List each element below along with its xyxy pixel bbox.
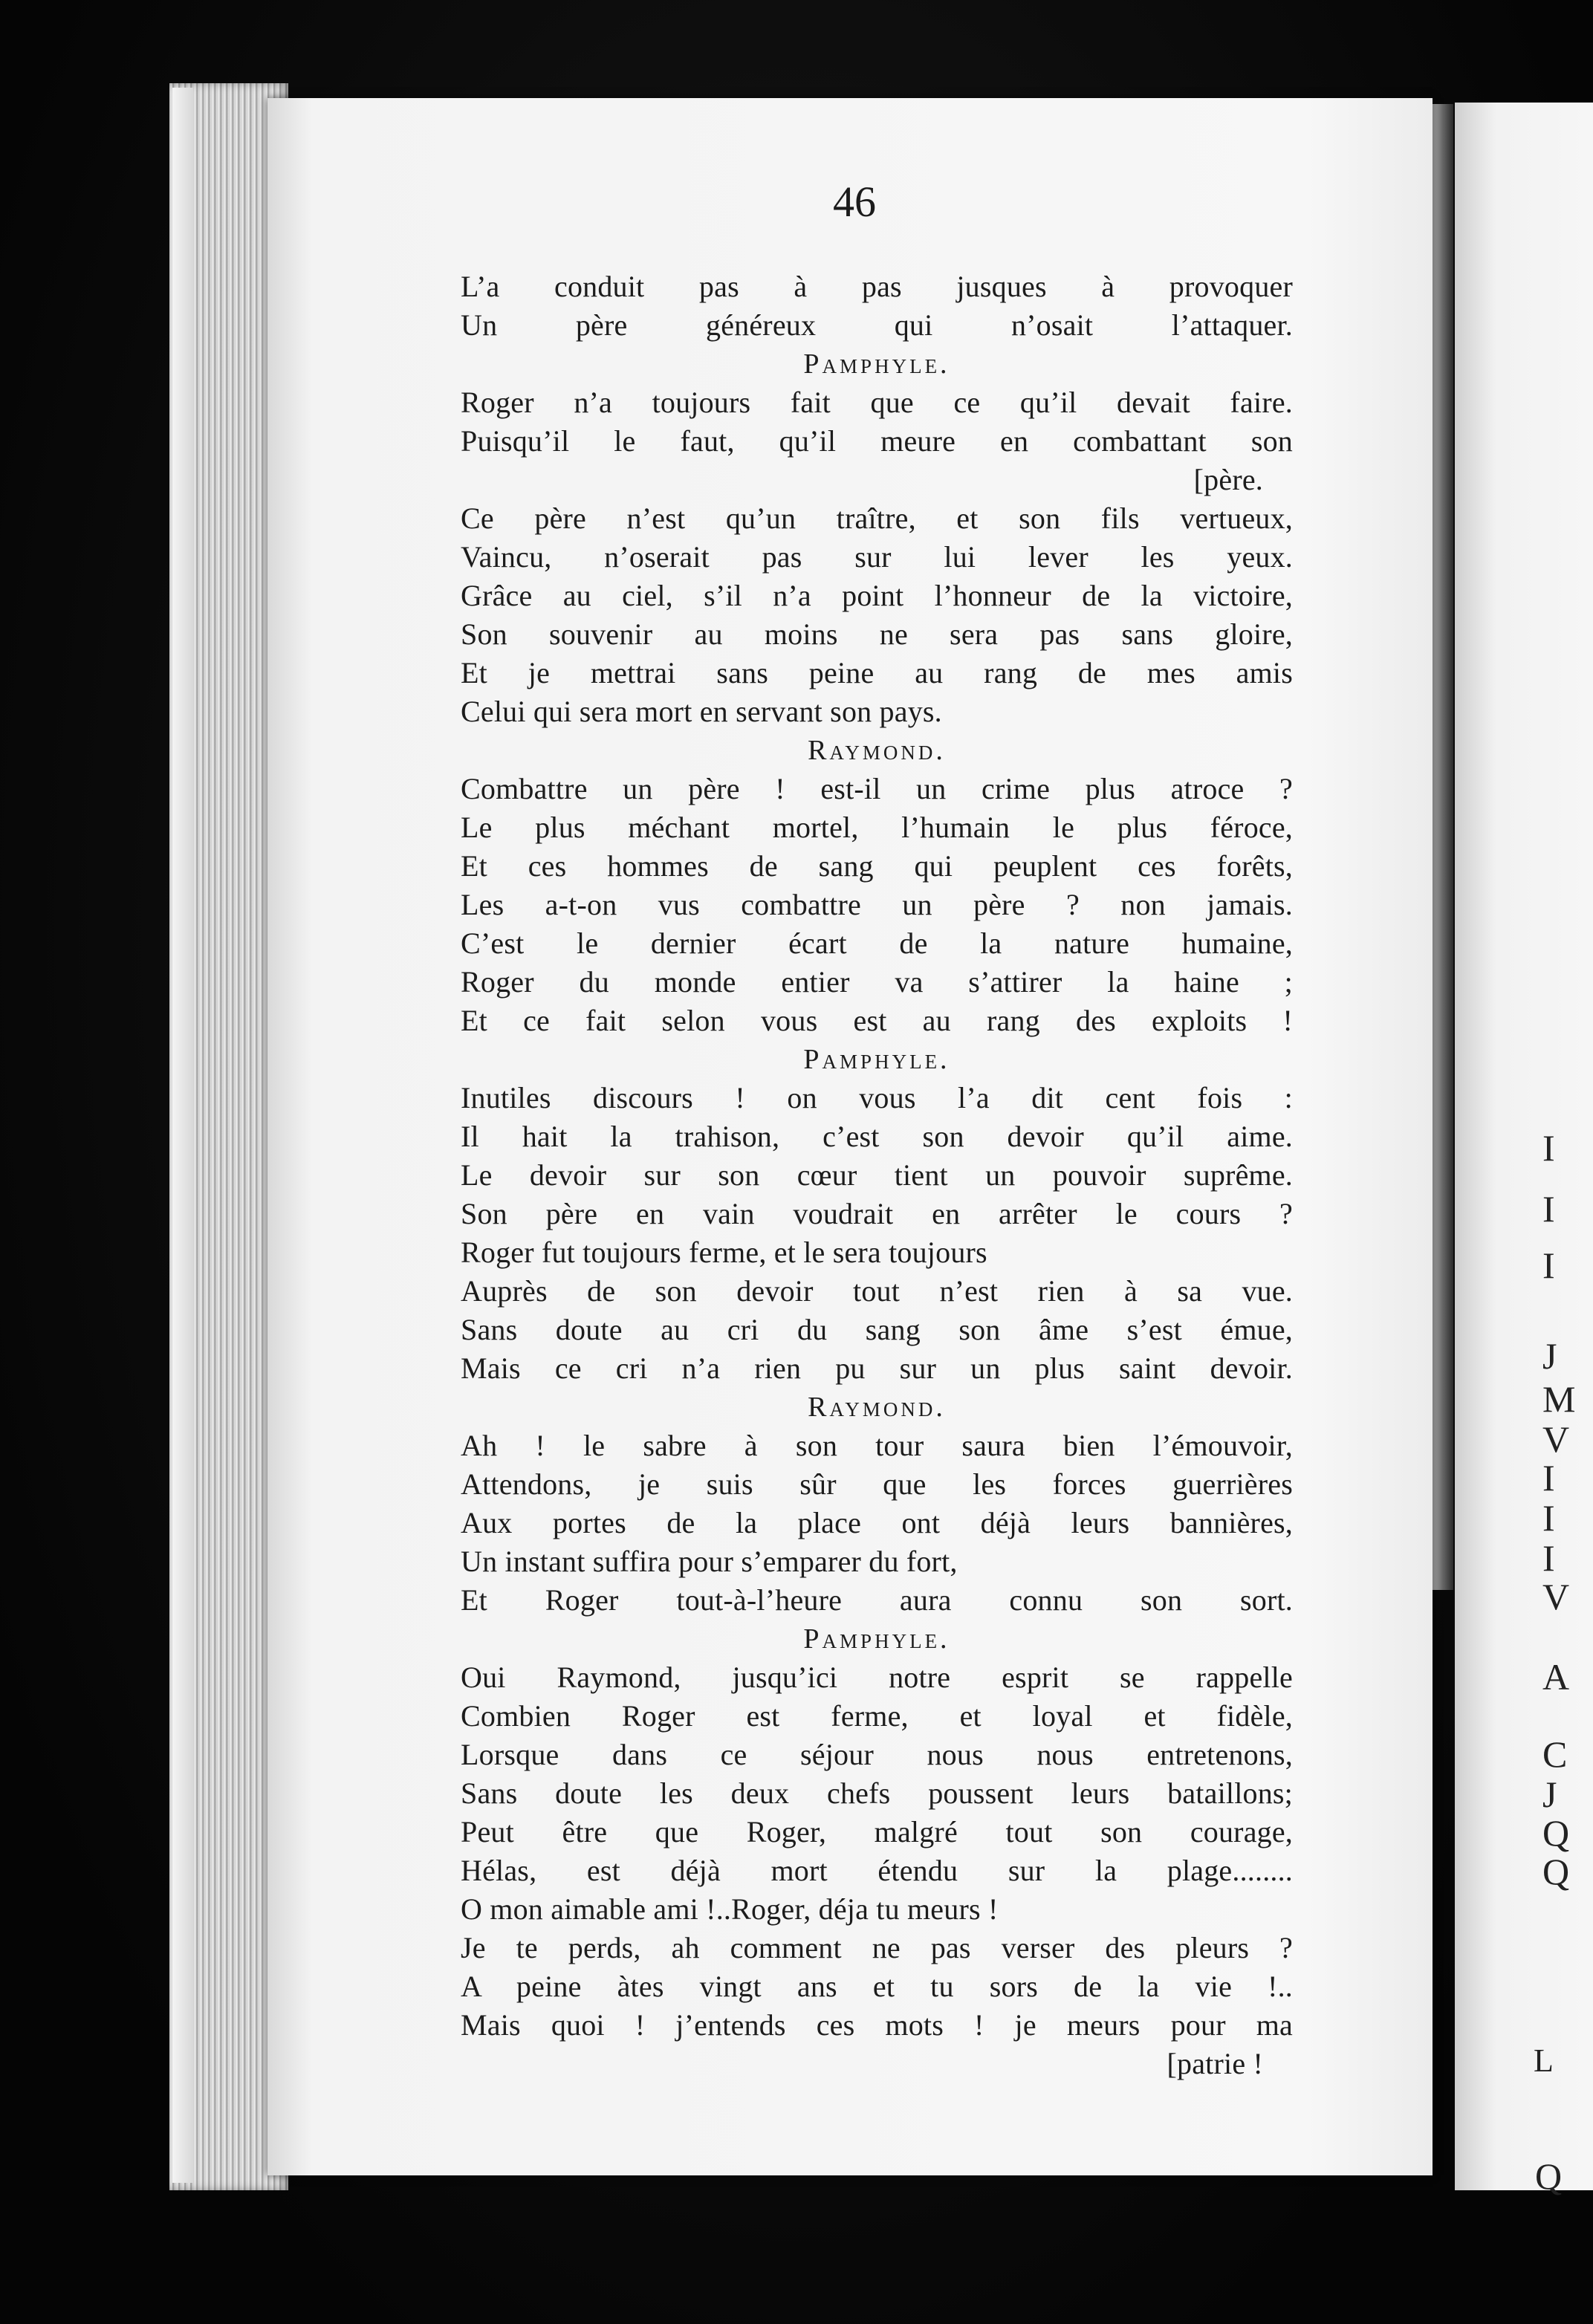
verse-line: Et Roger tout-à-l’heure aura connu son sort. — [461, 1583, 1293, 1617]
facing-page — [1455, 103, 1593, 2197]
verse-line: Roger fut toujours ferme, et le sera toujours — [461, 1236, 987, 1269]
facing-letter: I — [1542, 1244, 1555, 1286]
facing-letter: Q — [1535, 2155, 1563, 2197]
verse-line: L’a conduit pas à pas jusques à provoquer — [461, 270, 1293, 303]
facing-letter: V — [1542, 1576, 1570, 1617]
facing-letter: V — [1542, 1418, 1570, 1460]
verse-line: Peut être que Roger, malgré tout son courage, — [461, 1815, 1293, 1849]
verse-line: Puisqu’il le faut, qu’il meure en combattant son — [461, 424, 1293, 458]
facing-letter: J — [1542, 1335, 1557, 1377]
verse-line: Mais ce cri n’a rien pu sur un plus saint devoir. — [461, 1351, 1293, 1385]
verse-line: Je te perds, ah comment ne pas verser des pleurs ? — [461, 1931, 1293, 1964]
verse-line: A peine àtes vingt ans et tu sors de la vie !.. — [461, 1970, 1293, 2003]
facing-letter: I — [1542, 1497, 1555, 1539]
facing-letter: A — [1542, 1656, 1570, 1698]
speaker-name: Pamphyle. — [803, 348, 950, 380]
verse-line: Un père généreux qui n’osait l’attaquer. — [461, 308, 1293, 342]
verse-line: Combien Roger est ferme, et loyal et fidèle, — [461, 1699, 1293, 1733]
verse-line: Ce père n’est qu’un traître, et son fils vertueux, — [461, 502, 1293, 535]
verse-carryover: [patrie ! — [1167, 2047, 1263, 2080]
verse-line: Celui qui sera mort en servant son pays. — [461, 695, 942, 728]
poem-text — [461, 267, 1293, 2083]
verse-line: Oui Raymond, jusqu’ici notre esprit se rappelle — [461, 1661, 1293, 1694]
verse-line: Les a-t-on vus combattre un père ? non jamais. — [461, 888, 1293, 921]
verse-line: Et ce fait selon vous est au rang des exploits ! — [461, 1004, 1293, 1037]
verse-line: Roger n’a toujours fait que ce qu’il devait faire. — [461, 386, 1293, 419]
facing-letter: C — [1542, 1733, 1568, 1775]
facing-letter: J — [1542, 1773, 1557, 1815]
verse-line: Le devoir sur son cœur tient un pouvoir suprême. — [461, 1158, 1293, 1192]
facing-letter: I — [1542, 1127, 1555, 1169]
facing-letter: M — [1542, 1378, 1576, 1420]
verse-line: Combattre un père ! est-il un crime plus atroce ? — [461, 772, 1293, 805]
verse-line: Auprès de son devoir tout n’est rien à sa vue. — [461, 1274, 1293, 1308]
verse-line: Vaincu, n’oserait pas sur lui lever les yeux. — [461, 540, 1293, 574]
facing-letter: I — [1542, 1537, 1555, 1579]
facing-letter: Q — [1542, 1812, 1570, 1854]
verse-line: Son souvenir au moins ne sera pas sans gloire, — [461, 617, 1293, 651]
verse-line: Et je mettrai sans peine au rang de mes amis — [461, 656, 1293, 689]
facing-letter: L — [1534, 2042, 1554, 2079]
facing-letter: I — [1542, 1188, 1555, 1230]
verse-line: Son père en vain voudrait en arrêter le cours ? — [461, 1197, 1293, 1230]
speaker-name: Raymond. — [808, 1392, 946, 1423]
verse-line: O mon aimable ami !..Roger, déja tu meurs ! — [461, 1892, 999, 1926]
facing-letter: Q — [1542, 1851, 1570, 1892]
verse-line: Il hait la trahison, c’est son devoir qu’il aime. — [461, 1120, 1293, 1153]
verse-line: Attendons, je suis sûr que les forces guerrières — [461, 1467, 1293, 1501]
verse-carryover: [père. — [1193, 463, 1263, 496]
speaker-name: Pamphyle. — [803, 1044, 950, 1075]
verse-line: Roger du monde entier va s’attirer la haine ; — [461, 965, 1293, 999]
facing-letter: I — [1542, 1457, 1555, 1499]
verse-line: Inutiles discours ! on vous l’a dit cent fois : — [461, 1081, 1293, 1114]
verse-line: Sans doute au cri du sang son âme s’est émue, — [461, 1313, 1293, 1346]
page-number: 46 — [833, 178, 876, 226]
verse-line: Grâce au ciel, s’il n’a point l’honneur de la victoire, — [461, 579, 1293, 612]
verse-line: Lorsque dans ce séjour nous nous entretenons, — [461, 1738, 1293, 1771]
verse-line: Le plus méchant mortel, l’humain le plus féroce, — [461, 811, 1293, 844]
verse-line: Ah ! le sabre à son tour saura bien l’émouvoir, — [461, 1429, 1293, 1462]
verse-line: Un instant suffira pour s’emparer du fort, — [461, 1545, 958, 1578]
verse-line: Mais quoi ! j’entends ces mots ! je meurs pour ma — [461, 2008, 1293, 2042]
speaker-name: Raymond. — [808, 735, 946, 766]
verse-line: Aux portes de la place ont déjà leurs bannières, — [461, 1506, 1293, 1539]
book-binding-shadow — [1431, 104, 1453, 1590]
verse-line: Hélas, est déjà mort étendu sur la plage........ — [461, 1854, 1293, 1887]
verse-line: Sans doute les deux chefs poussent leurs bataillons; — [461, 1776, 1293, 1810]
verse-line: C’est le dernier écart de la nature humaine, — [461, 926, 1293, 960]
verse-line: Et ces hommes de sang qui peuplent ces forêts, — [461, 849, 1293, 883]
book-cover-edge — [172, 88, 193, 2183]
speaker-name: Pamphyle. — [803, 1623, 950, 1655]
